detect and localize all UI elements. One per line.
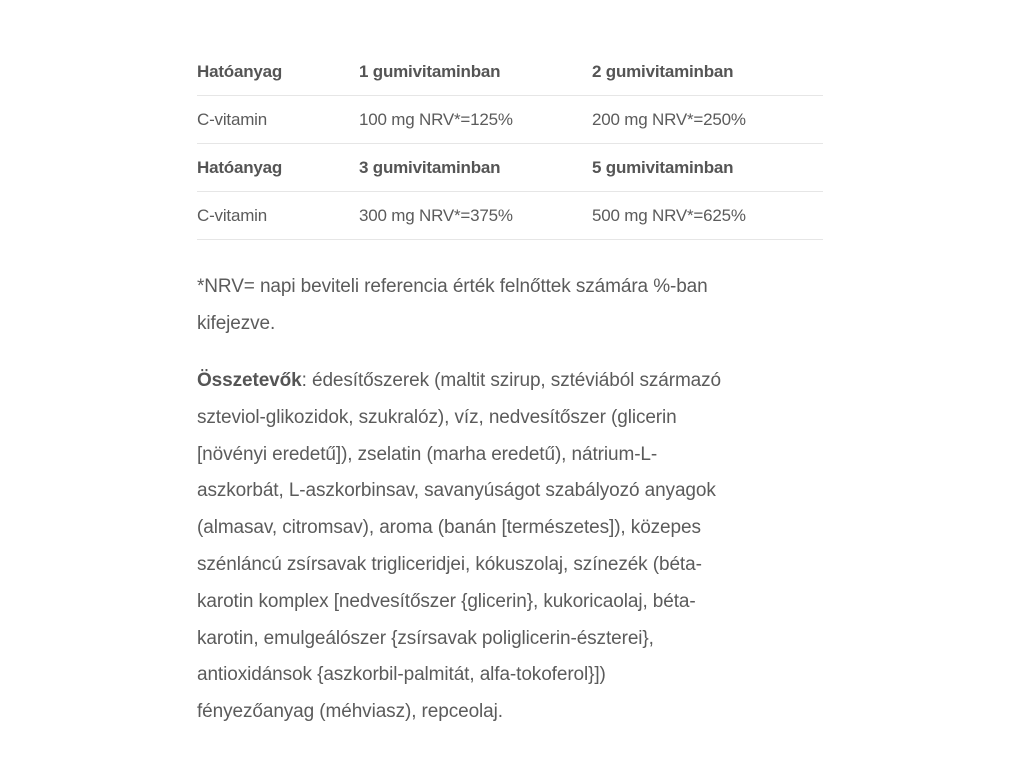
ingredients-label: Összetevők [197,370,302,391]
table-header-row [197,144,823,192]
table-cell: 100 mg NRV*=125% [359,96,592,144]
ingredients-line: fényezőanyag (méhviasz), repceolaj. [197,701,503,723]
ingredients-text: : édesítőszerek (maltit szirup, sztéviából származó [301,370,722,391]
table-header-cell: Hatóanyag [197,48,359,96]
nrv-footnote [197,268,823,342]
table-header-cell: Hatóanyag [197,144,359,192]
ingredients-line: aszkorbát, L-aszkorbinsav, savanyúságot szabályozó anyagok [197,480,716,502]
table-cell: 200 mg NRV*=250% [592,96,823,144]
nutrition-table [197,48,823,240]
ingredients-line: szteviol-glikozidok, szukralóz), víz, nedvesítőszer (glicerin [197,406,677,428]
ingredients-line: (almasav, citromsav), aroma (banán [természetes]), közepes [197,517,701,539]
table-header-cell: 1 gumivitaminban [359,48,592,96]
table-cell: C-vitamin [197,192,359,240]
ingredients-line: karotin, emulgeálószer {zsírsavak poliglicerin-észterei}, [197,627,654,649]
footnote-line: *NRV= napi beviteli referencia érték felnőttek számára %-ban [197,276,708,297]
ingredients-line: [növényi eredetű]), zselatin (marha eredetű), nátrium-L- [197,443,658,465]
table-cell: 500 mg NRV*=625% [592,192,823,240]
ingredients-line: szénláncú zsírsavak trigliceridjei, kókuszolaj, színezék (béta- [197,553,702,575]
table-header-cell: 3 gumivitaminban [359,144,592,192]
table-row [197,96,823,144]
ingredients-line: karotin komplex [nedvesítőszer {glicerin}, kukoricaolaj, béta- [197,590,696,612]
table-header-row [197,48,823,96]
table-cell: C-vitamin [197,96,359,144]
product-description [197,48,823,731]
table-header-cell: 5 gumivitaminban [592,144,823,192]
ingredients-line: antioxidánsok {aszkorbil-palmitát, alfa-tokoferol}]) [197,664,606,686]
table-header-cell: 2 gumivitaminban [592,48,823,96]
ingredients-paragraph [197,363,823,731]
footnote-line: kifejezve. [197,313,276,334]
ingredients-line [197,363,823,400]
table-row [197,192,823,240]
table-cell: 300 mg NRV*=375% [359,192,592,240]
